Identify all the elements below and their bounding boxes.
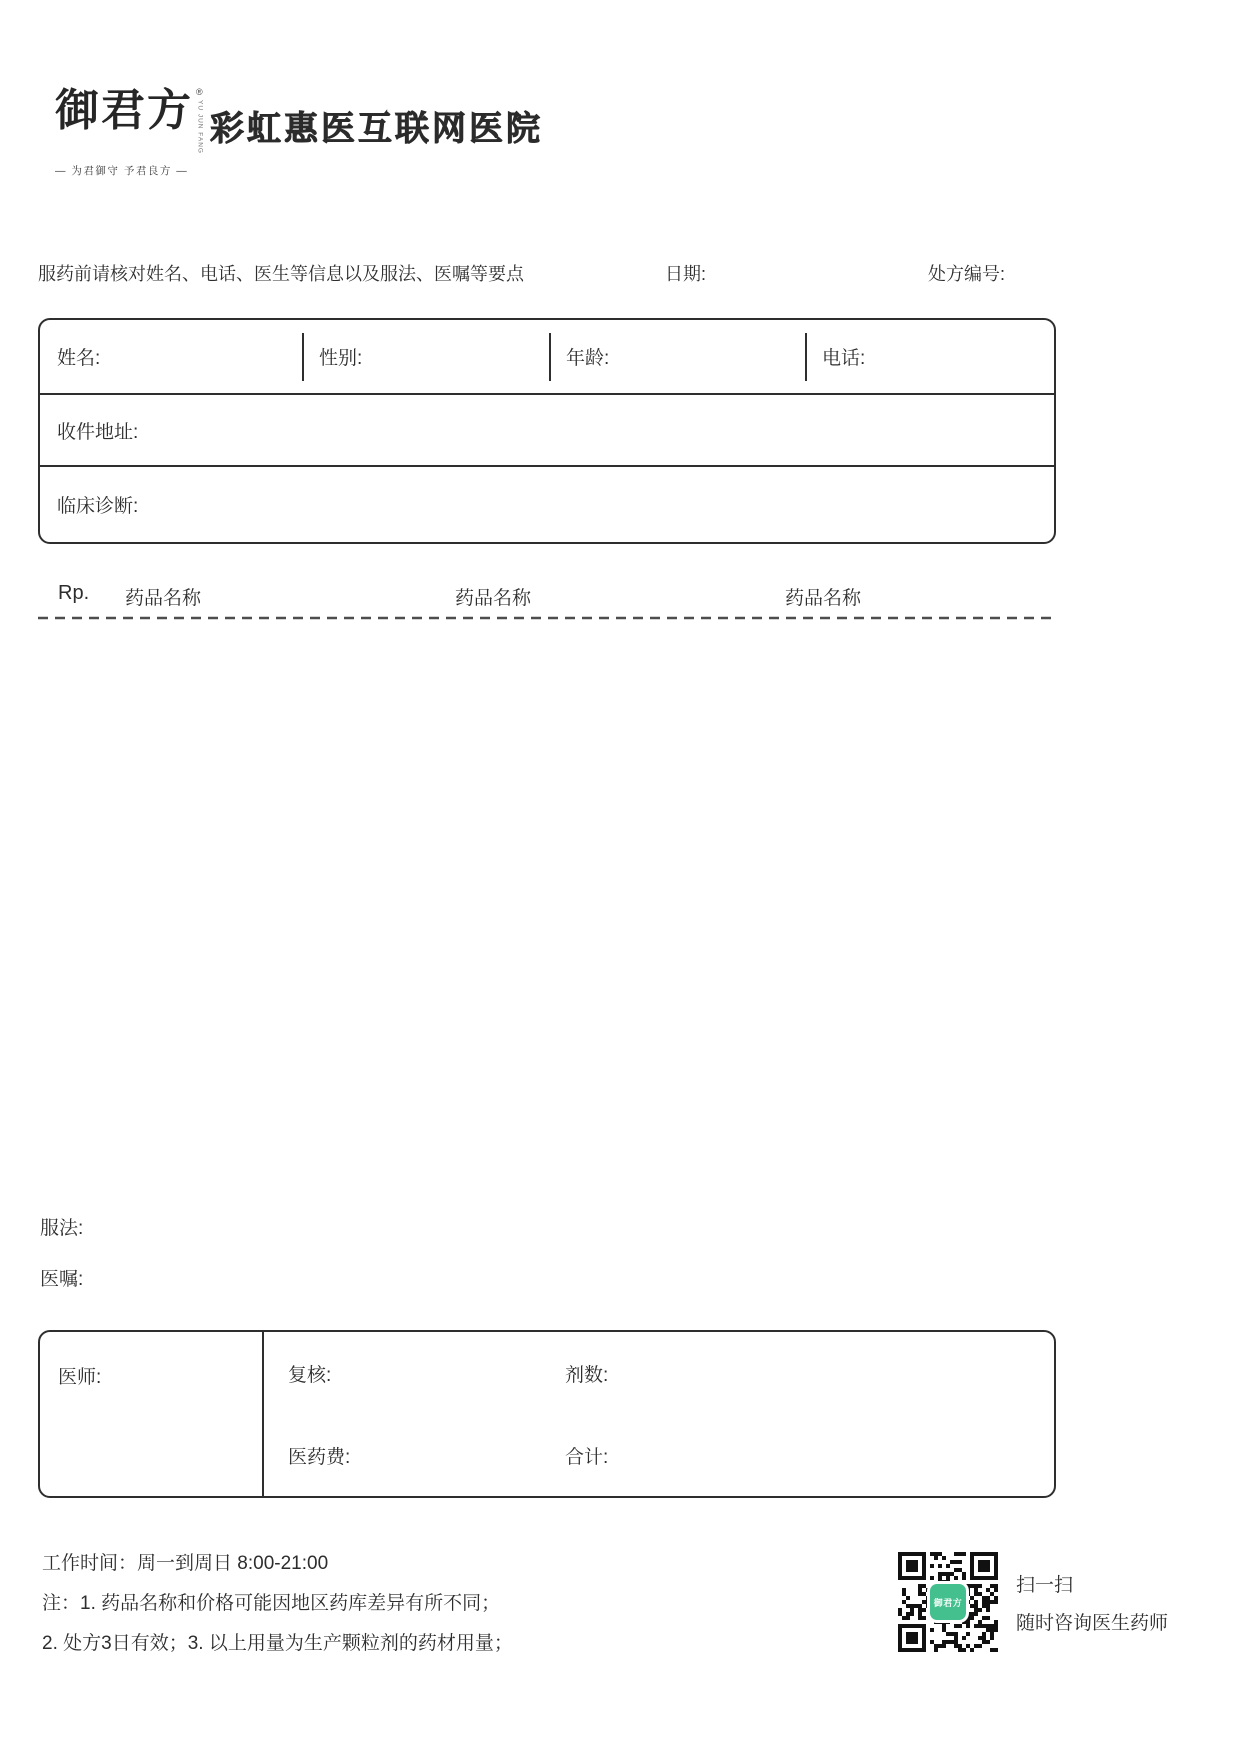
total-label: 合计: bbox=[565, 1446, 609, 1468]
doctor-label: 医师: bbox=[58, 1367, 102, 1388]
dose-count-label: 剂数: bbox=[565, 1364, 609, 1386]
patient-gender-field bbox=[302, 320, 549, 393]
brand-tagline: — 为君御守 予君良方 — bbox=[55, 164, 189, 177]
registered-trademark-icon: ® bbox=[196, 87, 203, 97]
drug-name-header-2: 药品名称 bbox=[455, 588, 532, 609]
patient-phone-label: 电话: bbox=[822, 348, 866, 369]
column-divider bbox=[302, 333, 304, 381]
work-hours-text: 工作时间：周一到周日 8:00-21:00 bbox=[42, 1553, 329, 1574]
patient-info-box bbox=[38, 318, 1056, 544]
column-divider bbox=[805, 333, 807, 381]
brand-name: 御君方 bbox=[55, 85, 193, 136]
dashed-separator bbox=[38, 616, 1057, 621]
patient-age-label: 年龄: bbox=[566, 348, 610, 369]
note-line-1: 注：1. 药品名称和价格可能因地区药库差异有所不同； bbox=[42, 1593, 501, 1614]
patient-age-field bbox=[549, 320, 805, 393]
prescription-number-label: 处方编号: bbox=[928, 264, 1006, 284]
patient-phone-field bbox=[805, 320, 1054, 393]
column-divider bbox=[549, 333, 551, 381]
patient-address-label: 收件地址: bbox=[57, 421, 139, 443]
date-label: 日期: bbox=[665, 264, 707, 284]
review-label: 复核: bbox=[288, 1364, 332, 1386]
fee-total-row bbox=[264, 1414, 1054, 1496]
patient-name-field bbox=[40, 320, 302, 393]
qr-scan-label: 扫一扫 bbox=[1016, 1575, 1074, 1596]
doctor-advice-label: 医嘱: bbox=[40, 1269, 84, 1290]
drug-name-header-3: 药品名称 bbox=[785, 588, 862, 609]
footer-notes bbox=[42, 1544, 513, 1664]
usage-label: 服法: bbox=[40, 1218, 84, 1239]
patient-diagnosis-label: 临床诊断: bbox=[57, 495, 139, 517]
signature-right-area bbox=[264, 1332, 1054, 1496]
patient-address-field bbox=[40, 395, 1054, 467]
patient-diagnosis-field bbox=[40, 467, 1054, 541]
qr-description: 随时咨询医生药师 bbox=[1016, 1613, 1169, 1634]
note-line-2: 2. 处方3日有效；3. 以上用量为生产颗粒剂的药材用量； bbox=[42, 1633, 513, 1654]
hospital-name: 彩虹惠医互联网医院 bbox=[210, 110, 543, 148]
drug-name-header-1: 药品名称 bbox=[125, 588, 202, 609]
patient-name-label: 姓名: bbox=[57, 348, 101, 369]
patient-row-basic bbox=[40, 320, 1054, 395]
fee-label: 医药费: bbox=[288, 1446, 351, 1468]
brand-name-english: YU JUN FANG bbox=[196, 100, 204, 154]
patient-gender-label: 性别: bbox=[319, 348, 363, 369]
qr-code bbox=[898, 1552, 998, 1652]
qr-logo-text: 御君方 bbox=[933, 1597, 963, 1608]
qr-center-logo bbox=[930, 1584, 966, 1620]
rp-label: Rp. bbox=[58, 582, 90, 604]
review-dose-row bbox=[264, 1332, 1054, 1414]
check-reminder-text: 服药前请核对姓名、电话、医生等信息以及服法、医嘱等要点 bbox=[38, 264, 524, 284]
doctor-field bbox=[40, 1332, 264, 1496]
brand-logo bbox=[55, 85, 204, 178]
signature-box bbox=[38, 1330, 1056, 1498]
